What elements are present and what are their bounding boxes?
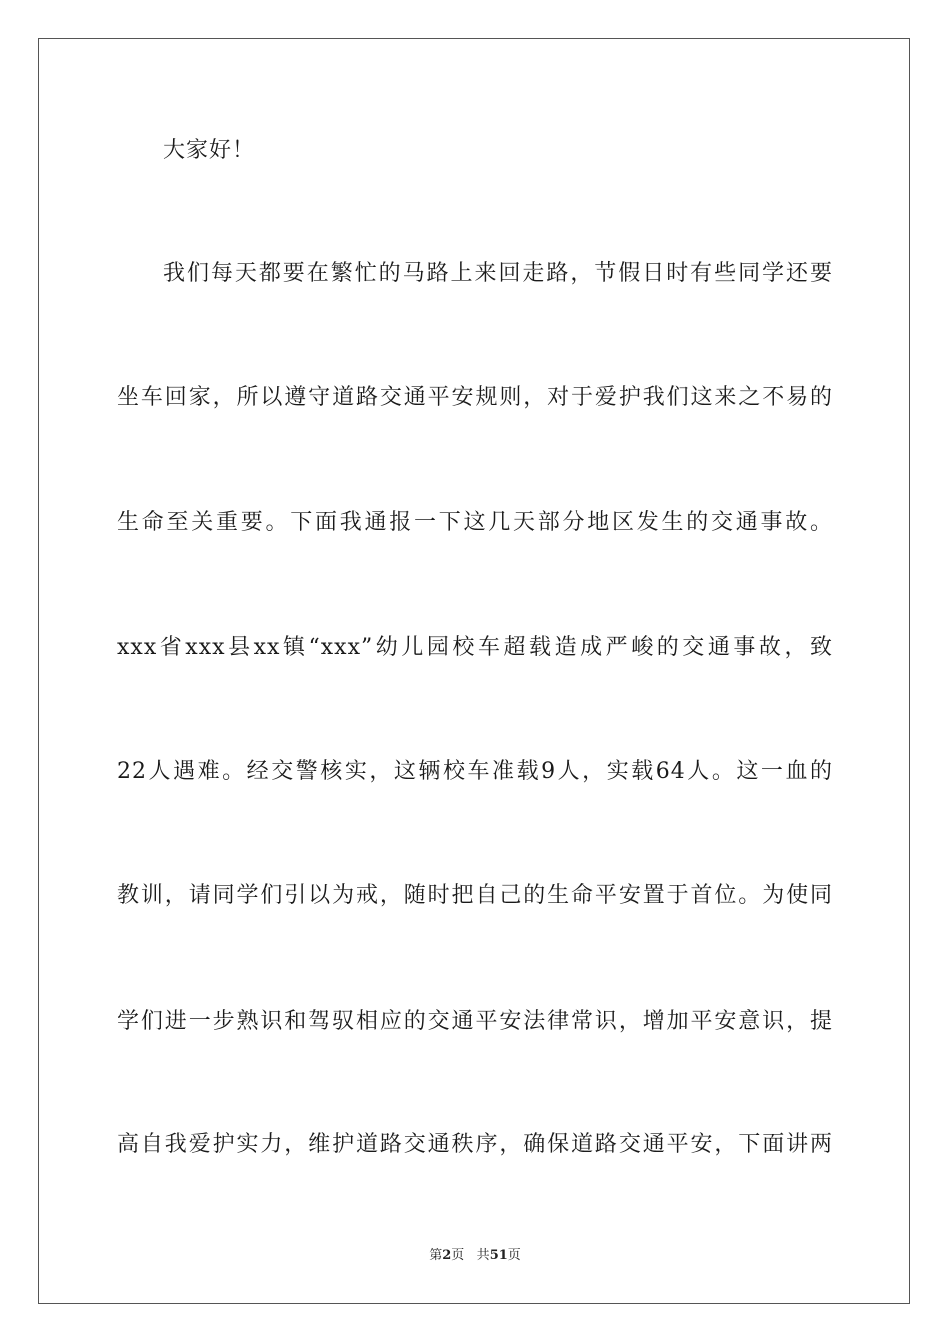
footer-page-number: 2 <box>442 1248 452 1263</box>
page-footer <box>0 1247 950 1265</box>
body-line-7: 学们进一步熟识和驾驭相应的交通平安法律常识，增加平安意识，提 <box>117 1009 833 1034</box>
body-line-1: 我们每天都要在繁忙的马路上来回走路，节假日时有些同学还要 <box>163 261 833 286</box>
footer-page-prefix: 第 <box>429 1248 443 1263</box>
body-line-3: 生命至关重要。下面我通报一下这几天部分地区发生的交通事故。 <box>117 510 833 535</box>
footer-total-prefix: 共 <box>476 1248 490 1263</box>
footer-page-suffix: 页 <box>451 1248 465 1263</box>
footer-total-suffix: 页 <box>507 1248 521 1263</box>
body-line-2: 坐车回家，所以遵守道路交通平安规则，对于爱护我们这来之不易的 <box>117 385 833 410</box>
footer-total-pages: 51 <box>489 1248 508 1263</box>
body-line-4: xxx省xxx县xx镇“xxx”幼儿园校车超载造成严峻的交通事故，致 <box>117 635 833 660</box>
body-line-6: 教训，请同学们引以为戒，随时把自己的生命平安置于首位。为使同 <box>117 883 833 908</box>
page-border <box>38 38 910 1304</box>
body-line-8: 高自我爱护实力，维护道路交通秩序，确保道路交通平安，下面讲两 <box>117 1132 833 1157</box>
body-line-5: 22人遇难。经交警核实，这辆校车准载9人，实载64人。这一血的 <box>117 759 833 784</box>
greeting-line: 大家好！ <box>163 138 256 163</box>
